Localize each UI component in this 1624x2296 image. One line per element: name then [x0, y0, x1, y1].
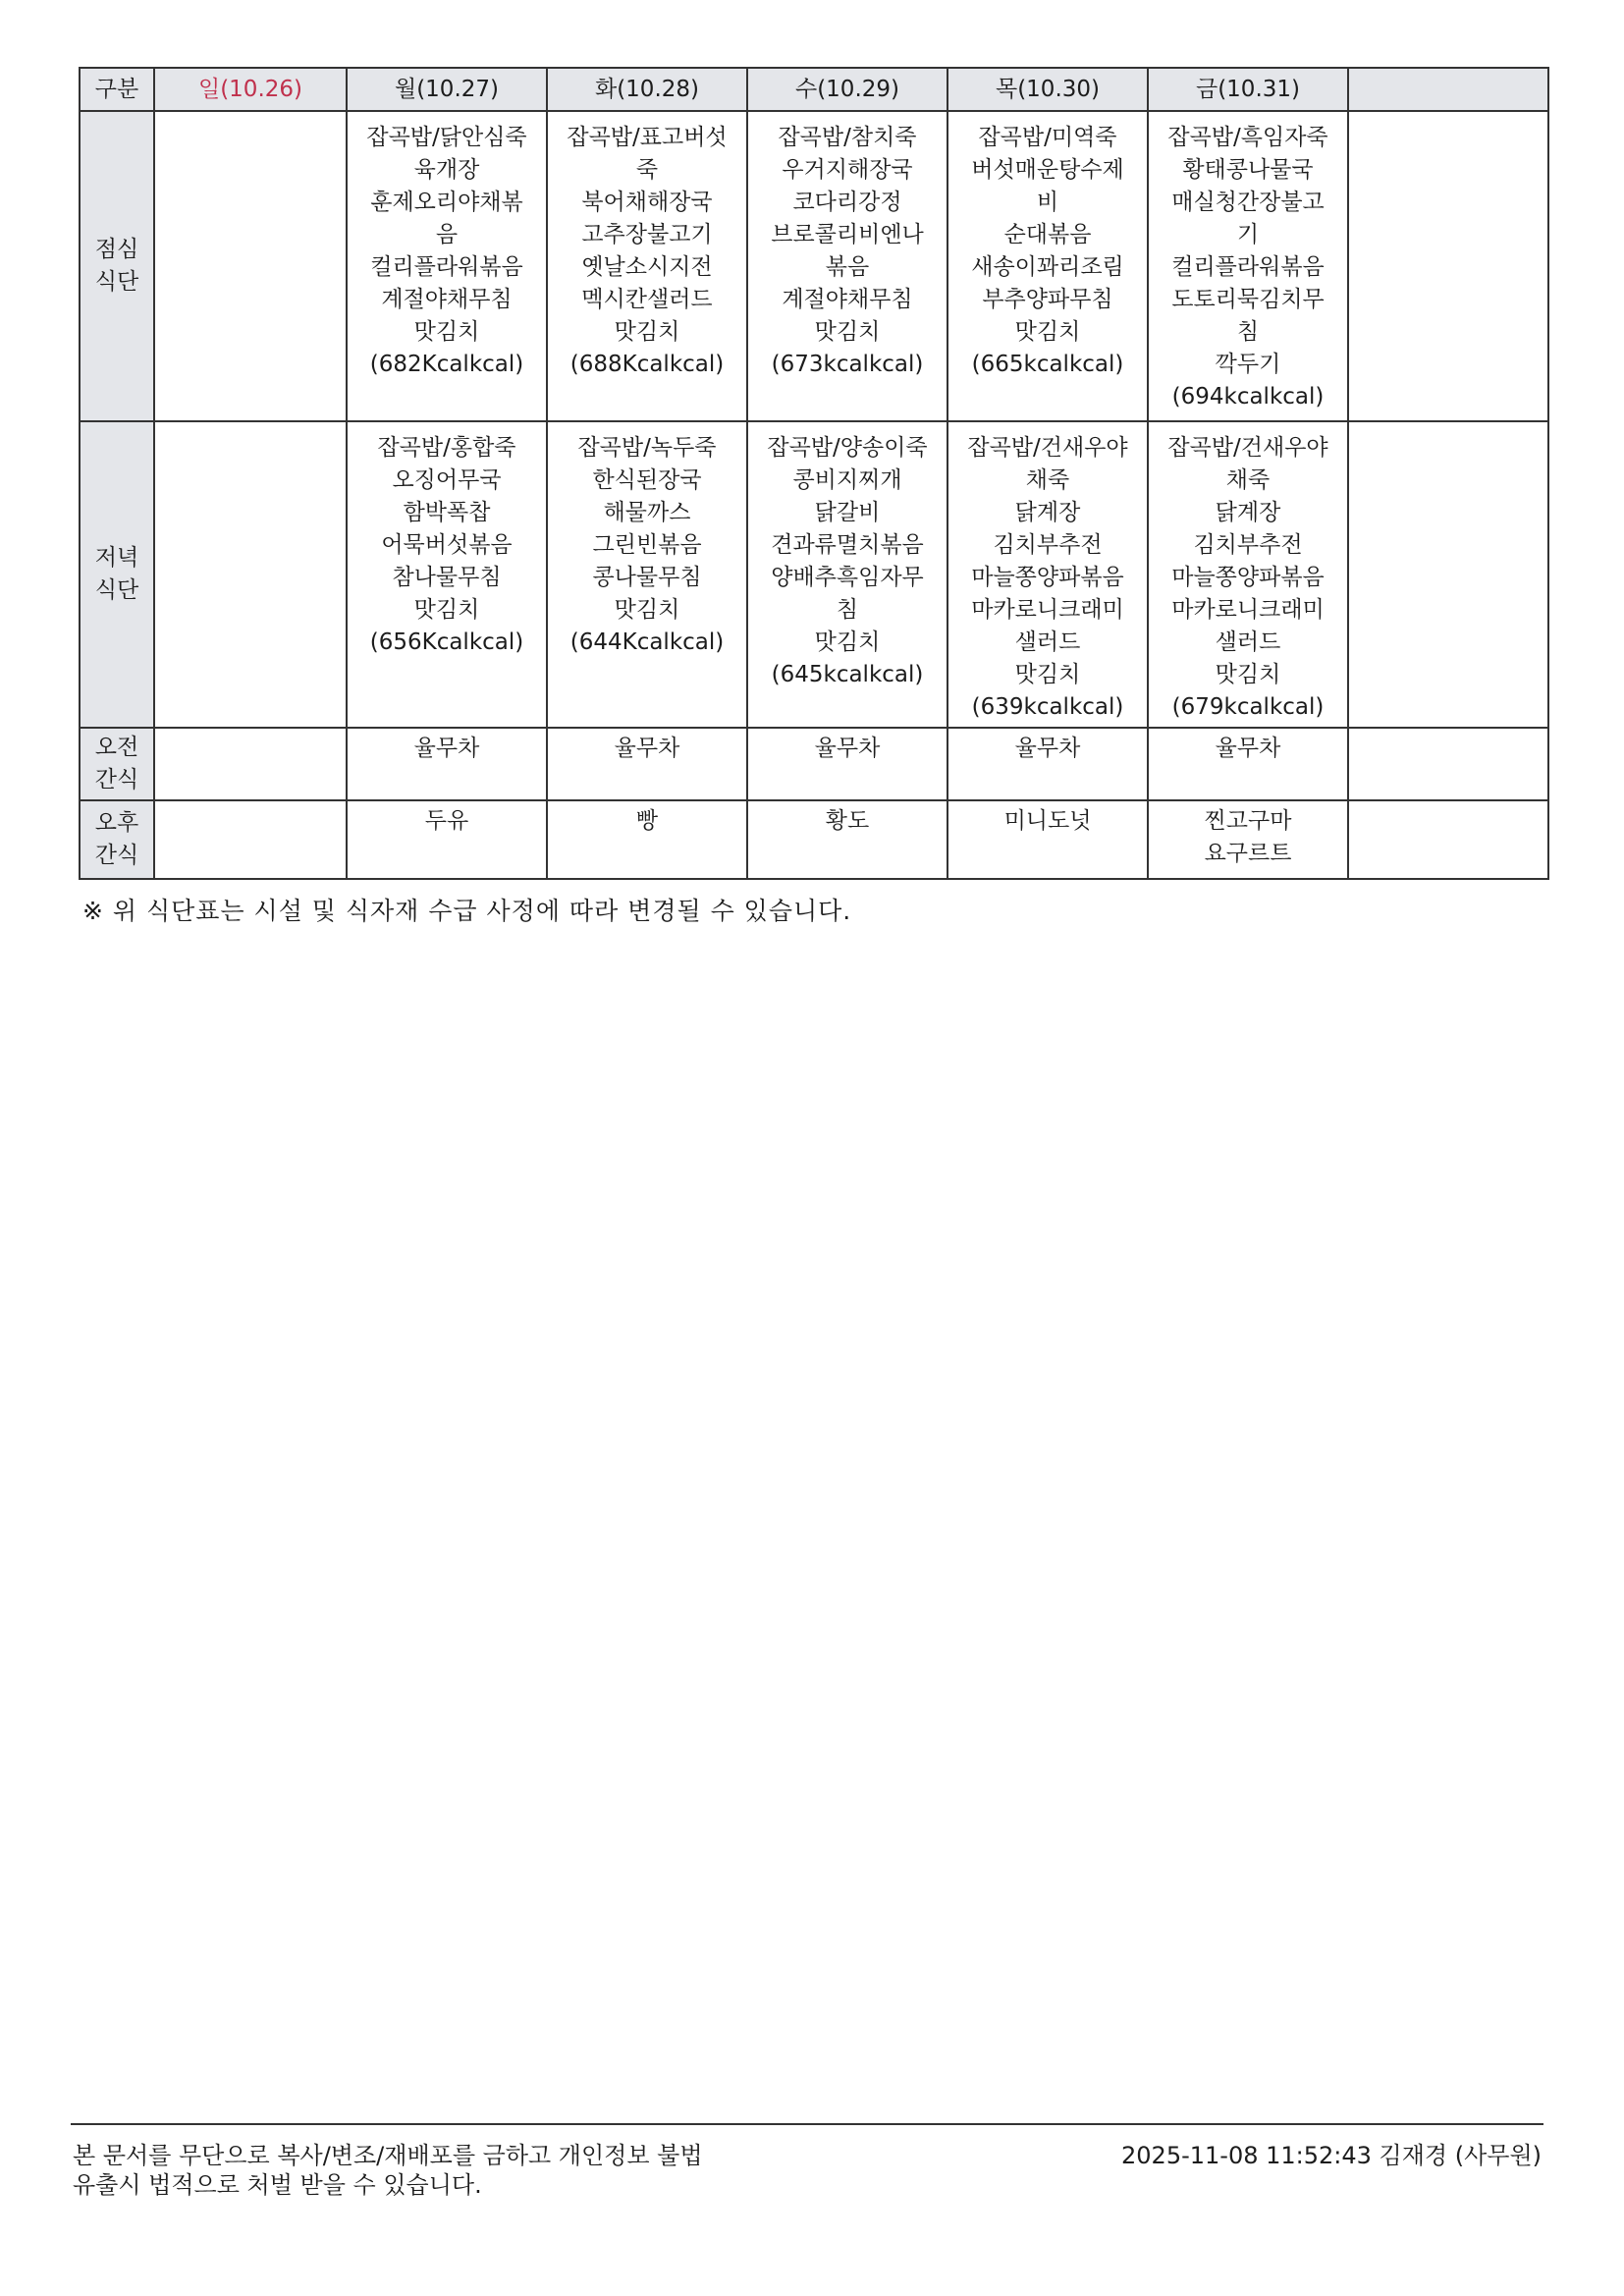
- menu-item: 황태콩나물국: [1182, 157, 1314, 183]
- menu-item: 맛김치: [413, 319, 480, 345]
- menu-item: 맛김치: [1014, 662, 1081, 687]
- menu-cell: [1348, 800, 1548, 879]
- menu-item: 육개장: [413, 157, 480, 183]
- menu-cell: [1148, 421, 1348, 728]
- menu-item: 잡곡밥/녹두죽: [577, 435, 717, 461]
- header-wed: 수(10.29): [747, 68, 947, 111]
- menu-cell: [747, 421, 947, 728]
- header-category: 구분: [80, 68, 154, 111]
- menu-item: (682Kcalkcal): [369, 352, 524, 377]
- footer-print-stamp: 2025-11-08 11:52:43 김재경 (사무원): [1121, 2142, 1542, 2169]
- row-label-line: 점심: [94, 237, 139, 262]
- menu-item: 코다리강정: [792, 190, 902, 215]
- menu-cell: [347, 728, 547, 800]
- footer-divider: [71, 2123, 1543, 2125]
- menu-cell: [947, 728, 1148, 800]
- row-label-line: 식단: [94, 577, 139, 603]
- header-fri: 금(10.31): [1148, 68, 1348, 111]
- menu-item: (679kcalkcal): [1171, 694, 1325, 720]
- lunch-row: [80, 111, 1548, 421]
- menu-item: 그린빈볶음: [592, 532, 702, 558]
- row-label-line: 오후: [94, 810, 139, 836]
- dinner-row: [80, 421, 1548, 728]
- menu-item: (688Kcalkcal): [569, 352, 725, 377]
- menu-item: 함박폭찹: [403, 500, 491, 525]
- menu-item: 마카로니크래미: [971, 597, 1124, 623]
- footer-notice-line-1: 본 문서를 무단으로 복사/변조/재배포를 금하고 개인정보 불법: [73, 2142, 703, 2169]
- row-label-line: 식단: [94, 269, 139, 295]
- menu-item: 고추장불고기: [581, 222, 713, 247]
- row-label-line: 간식: [94, 843, 139, 868]
- menu-item: 채죽: [1225, 467, 1271, 493]
- menu-item: (694kcalkcal): [1171, 384, 1325, 410]
- menu-item: 견과류멸치볶음: [771, 532, 924, 558]
- menu-item: 컬리플라워볶음: [370, 254, 523, 280]
- menu-item: 해물까스: [603, 500, 691, 525]
- menu-item: 잡곡밥/건새우야: [967, 435, 1128, 461]
- menu-item: 어묵버섯볶음: [381, 532, 513, 558]
- menu-cell: [547, 421, 747, 728]
- menu-item: 마늘쫑양파볶음: [1171, 565, 1325, 590]
- menu-item: 옛날소시지전: [581, 254, 713, 280]
- menu-item: 맛김치: [814, 319, 881, 345]
- menu-item: 북어채해장국: [581, 190, 713, 215]
- menu-item: (673kcalkcal): [771, 352, 924, 377]
- footer-notice-line-2: 유출시 법적으로 처벌 받을 수 있습니다.: [73, 2171, 482, 2199]
- footer-copyright-notice: [73, 2141, 703, 2200]
- menu-item: 맛김치: [614, 597, 680, 623]
- menu-item: 닭갈비: [814, 500, 881, 525]
- menu-cell: [1348, 728, 1548, 800]
- menu-cell: [347, 421, 547, 728]
- row-label: [80, 728, 154, 800]
- menu-item: 맛김치: [614, 319, 680, 345]
- menu-item: 율무차: [413, 736, 480, 761]
- menu-item: 음: [435, 222, 459, 247]
- menu-item: 찐고구마: [1204, 808, 1292, 834]
- menu-item: 맛김치: [1014, 319, 1081, 345]
- menu-cell: [547, 728, 747, 800]
- menu-cell: [1148, 111, 1348, 421]
- menu-item: (656Kcalkcal): [369, 629, 524, 655]
- header-tue: 화(10.28): [547, 68, 747, 111]
- row-label: [80, 800, 154, 879]
- menu-cell: [947, 421, 1148, 728]
- menu-item: 우거지해장국: [782, 157, 913, 183]
- header-extra: [1348, 68, 1548, 111]
- menu-item: 오징어무국: [392, 467, 502, 493]
- menu-item: 맛김치: [1215, 662, 1281, 687]
- menu-cell: [1348, 111, 1548, 421]
- afternoon-snack-row: [80, 800, 1548, 879]
- menu-item: 샐러드: [1215, 629, 1281, 655]
- menu-item: 죽: [635, 157, 659, 183]
- menu-item: 잡곡밥/표고버섯: [567, 125, 728, 150]
- menu-item: 마늘쫑양파볶음: [971, 565, 1124, 590]
- menu-item: 김치부추전: [993, 532, 1103, 558]
- menu-item: 김치부추전: [1193, 532, 1303, 558]
- menu-item: 잡곡밥/흑임자죽: [1167, 125, 1328, 150]
- menu-item: 버섯매운탕수제: [971, 157, 1124, 183]
- menu-item: (645kcalkcal): [771, 662, 924, 687]
- menu-item: 율무차: [1215, 736, 1281, 761]
- menu-item: 침: [1236, 319, 1260, 345]
- header-mon: 월(10.27): [347, 68, 547, 111]
- menu-cell: [1348, 421, 1548, 728]
- menu-item: 잡곡밥/홍합죽: [377, 435, 516, 461]
- row-label-line: 오전: [94, 735, 139, 760]
- menu-cell: [154, 421, 347, 728]
- menu-item: 두유: [424, 808, 469, 834]
- menu-cell: [747, 800, 947, 879]
- menu-item: 양배추흑임자무: [771, 565, 924, 590]
- menu-item: 요구르트: [1204, 841, 1292, 866]
- menu-cell: [547, 800, 747, 879]
- menu-change-notice: ※ 위 식단표는 시설 및 식자재 수급 사정에 따라 변경될 수 있습니다.: [82, 897, 852, 925]
- row-label: [80, 421, 154, 728]
- row-label-line: 간식: [94, 767, 139, 793]
- menu-item: (644Kcalkcal): [569, 629, 725, 655]
- menu-item: 미니도넛: [1003, 808, 1092, 834]
- menu-item: 깍두기: [1215, 352, 1281, 377]
- menu-item: 계절야채무침: [381, 287, 513, 312]
- menu-cell: [154, 800, 347, 879]
- menu-item: 침: [836, 597, 859, 623]
- menu-cell: [947, 800, 1148, 879]
- menu-item: 컬리플라워볶음: [1171, 254, 1325, 280]
- menu-cell: [547, 111, 747, 421]
- menu-cell: [947, 111, 1148, 421]
- menu-item: 볶음: [825, 254, 870, 280]
- menu-cell: [154, 111, 347, 421]
- menu-item: 잡곡밥/닭안심죽: [366, 125, 527, 150]
- header-sun: 일(10.26): [154, 68, 347, 111]
- menu-item: 도토리묵김치무: [1171, 287, 1325, 312]
- menu-item: 훈제오리야채볶: [370, 190, 523, 215]
- menu-item: 맛김치: [413, 597, 480, 623]
- menu-item: 마카로니크래미: [1171, 597, 1325, 623]
- menu-item: 새송이꽈리조림: [971, 254, 1124, 280]
- menu-item: 기: [1236, 222, 1260, 247]
- menu-item: 잡곡밥/건새우야: [1167, 435, 1328, 461]
- menu-item: 맛김치: [814, 629, 881, 655]
- menu-item: 잡곡밥/참치죽: [778, 125, 917, 150]
- menu-item: 잡곡밥/미역죽: [978, 125, 1117, 150]
- menu-cell: [747, 728, 947, 800]
- menu-item: 채죽: [1025, 467, 1070, 493]
- menu-item: (639kcalkcal): [971, 694, 1124, 720]
- menu-item: 율무차: [814, 736, 881, 761]
- menu-item: 율무차: [614, 736, 680, 761]
- menu-item: 샐러드: [1014, 629, 1081, 655]
- menu-item: 참나물무침: [392, 565, 502, 590]
- menu-item: 율무차: [1014, 736, 1081, 761]
- menu-item: 매실청간장불고: [1171, 190, 1325, 215]
- morning-snack-row: [80, 728, 1548, 800]
- menu-item: 콩비지찌개: [792, 467, 902, 493]
- meal-menu-table: [79, 67, 1549, 880]
- menu-item: 순대볶음: [1003, 222, 1092, 247]
- row-label-line: 저녁: [94, 545, 139, 571]
- menu-cell: [347, 800, 547, 879]
- menu-cell: [154, 728, 347, 800]
- menu-item: (665kcalkcal): [971, 352, 1124, 377]
- header-thu: 목(10.30): [947, 68, 1148, 111]
- header-row: [80, 68, 1548, 111]
- menu-cell: [1148, 728, 1348, 800]
- menu-item: 멕시칸샐러드: [581, 287, 713, 312]
- menu-item: 닭계장: [1215, 500, 1281, 525]
- menu-item: 닭계장: [1014, 500, 1081, 525]
- menu-item: 잡곡밥/양송이죽: [767, 435, 928, 461]
- row-label: [80, 111, 154, 421]
- menu-item: 콩나물무침: [592, 565, 702, 590]
- menu-cell: [1148, 800, 1348, 879]
- menu-item: 한식된장국: [592, 467, 702, 493]
- menu-item: 브로콜리비엔나: [771, 222, 924, 247]
- menu-item: 비: [1036, 190, 1059, 215]
- menu-item: 빵: [635, 808, 659, 834]
- menu-item: 부추양파무침: [982, 287, 1113, 312]
- menu-item: 계절야채무침: [782, 287, 913, 312]
- menu-item: 황도: [825, 808, 870, 834]
- menu-cell: [347, 111, 547, 421]
- menu-cell: [747, 111, 947, 421]
